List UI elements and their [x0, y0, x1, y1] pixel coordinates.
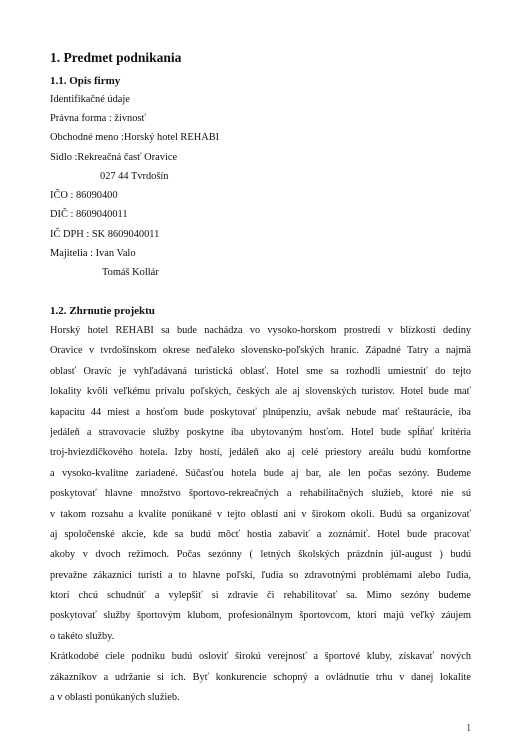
- opis-line: DIČ : 8609040011: [50, 209, 128, 220]
- opis-line: Obchodné meno :Horský hotel REHABI: [50, 132, 220, 143]
- opis-line: IČ DPH : SK 8609040011: [50, 229, 160, 240]
- page-number: 1: [466, 723, 472, 734]
- opis-line: 027 44 Tvrdošín: [100, 171, 169, 182]
- paragraph-line: zákazníkov a udržanie si ich. Byť konkurencie schopný a ovládnutie trhu v danej lokalite: [50, 671, 471, 683]
- opis-line: Majitelia : Ivan Valo: [50, 248, 136, 259]
- zhrnutie-paragraph: [50, 321, 471, 708]
- paragraph-line: Horský hotel REHABI sa bude nachádza vo vysoko-horskom prostredí v blízkosti dediny: [50, 325, 471, 336]
- opis-line: IČO : 86090400: [50, 190, 118, 201]
- paragraph-line: lokality kvôli veľkému prívalu poľských, českých ale aj slovenských turistov. Hotel bude mať: [50, 386, 471, 398]
- paragraph-line: oblasť Oravíc je vyhľadávaná turistická oblasť. Hotel sme sa rozhodli umiestniť do tejto: [50, 365, 471, 377]
- paragraph-line: Oravice v tvrdošínskom okrese neďaleko slovensko-poľských hraníc. Západné Tatry a najmä: [50, 345, 471, 357]
- paragraph-line: aj spoločenské akcie, kde sa budú môcť hostia zabaviť a zoznámiť. Hotel bude pracovať: [50, 528, 471, 540]
- opis-line: Právna forma : živnosť: [50, 113, 146, 124]
- paragraph-line: a vysoko-kvalitne zariadené. Súčasťou hotela bude aj bar, ale len počas sezóny. Budeme: [50, 467, 471, 479]
- paragraph-line: o takéto služby.: [50, 630, 115, 642]
- paragraph-line: Krátkodobé ciele podniku budú osloviť širokú verejnosť a športové kluby, získavať nových: [50, 651, 471, 663]
- paragraph-line: akoby v dvoch režimoch. Počas sezónny ( letných školských prázdnin júl-august ) budú: [50, 549, 471, 561]
- paragraph-line: kapacitu 44 miest a hosťom bude poskytovať plnúpenziu, avšak nebude mať reštaurácie, iba: [50, 406, 471, 418]
- opis-line: Sidlo :Rekreačná časť Oravice: [50, 152, 178, 163]
- paragraph-line: jedáleň a stravovacie služby poskytne iba ubytovaným hosťom. Hotel bude spĺňať kritéria: [50, 426, 471, 438]
- paragraph-line: ktorí chcú schudnúť a vylepšiť si zdravie či rehabilitovať sa. Mimo sezóny budeme: [50, 590, 471, 602]
- paragraph-line: troj-hviezdičkového hotela. Izby hostí, jedáleň ako aj celé priestory areálu budú komfortne: [50, 447, 471, 459]
- paragraph-line: a v oblasti ponúkaných služieb.: [50, 692, 180, 704]
- opis-line: Tomáš Kollár: [102, 267, 159, 278]
- zhrnutie-heading: 1.2. Zhrnutie projektu: [50, 305, 155, 317]
- opis-line: Identifikačné údaje: [50, 94, 130, 105]
- section-title: 1. Predmet podnikania: [50, 50, 182, 65]
- opis-heading: 1.1. Opis firmy: [50, 75, 121, 87]
- paragraph-line: poskytovať služby športovým klubom, profesionálnym športovcom, ktorí majú veľký záujem: [50, 610, 471, 622]
- paragraph-line: prevažne zákazníci turisti a to hlavne poľskí, ľudia so zdravotnými problémami alebo ľudia,: [50, 569, 471, 581]
- paragraph-line: poskytovať hlavne množstvo športovo-rekreačných a rehabilitačných služieb, ktoré nie sú: [50, 488, 471, 500]
- paragraph-line: v takom rozsahu a kvalite ponúkané v tejto oblasti ani v širokom okolí. Budú sa organizovať: [50, 508, 471, 520]
